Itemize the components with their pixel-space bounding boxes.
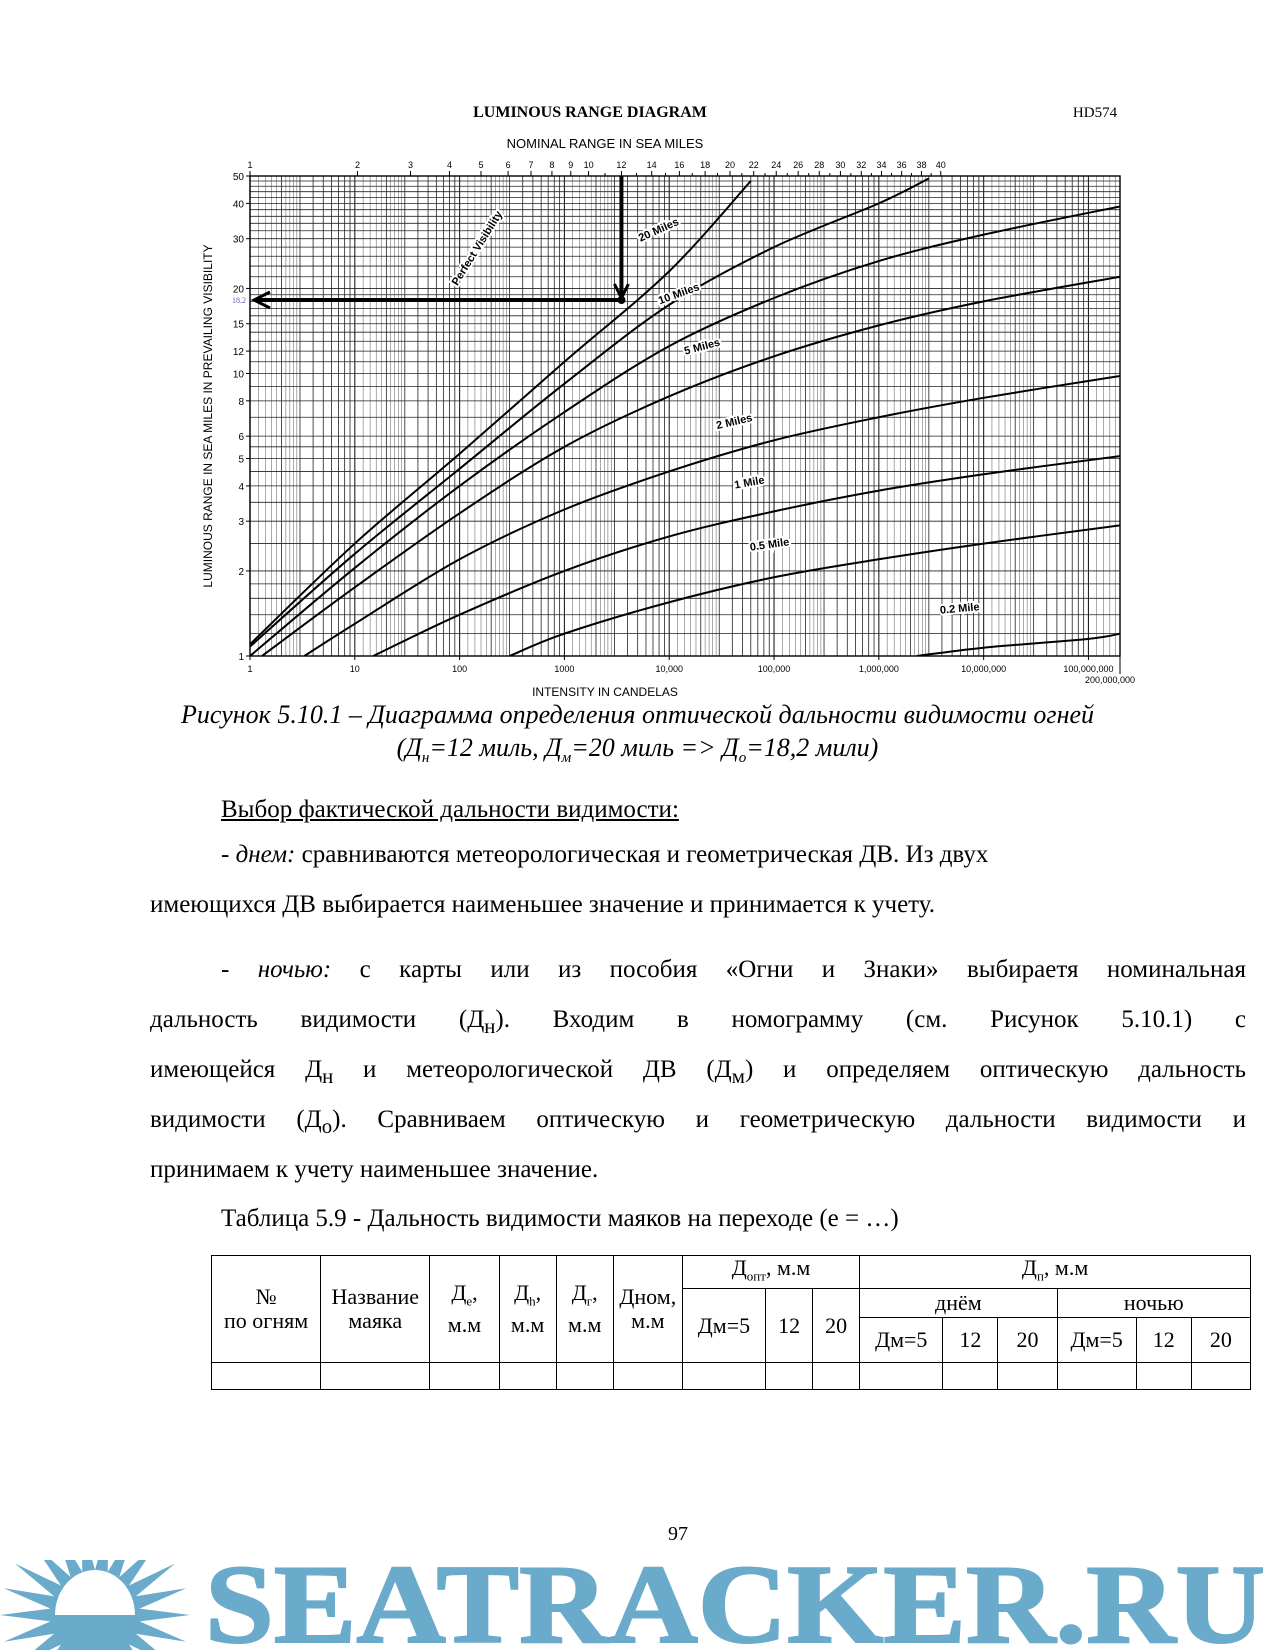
curve-label: 0.2 Mile [939,601,981,617]
sun-logo-icon [0,1560,190,1650]
header-dg: $Д_г$, м.м [556,1256,613,1363]
top-tick-label: 1 [247,160,253,170]
y-tick-label: 2 [238,566,244,578]
x-tick-label: 1 [247,664,253,674]
table-cell[interactable] [1191,1363,1250,1390]
x-tick-label: 10,000,000 [961,664,1007,674]
doc-code: HD574 [1072,105,1118,121]
table-cell[interactable] [943,1363,998,1390]
top-tick-label: 8 [549,160,555,170]
header-dp-group [860,1256,1251,1289]
header-text: , м.м [765,1255,811,1280]
caption-text: =20 миль => Д [571,733,739,762]
table-title: Таблица 5.9 - Дальность видимости маяков на переходе (е = …) [221,1205,899,1232]
header-text: маяка [348,1308,403,1334]
curve-2-miles [304,376,1120,656]
text-sub: н [322,1064,334,1088]
curve-label: Perfect Visibility [449,209,506,288]
x-tick-label: 10 [349,664,360,674]
figure-caption-line1: Рисунок 5.10.1 – Диаграмма определения оптической дальности видимости огней [180,700,1095,729]
top-tick-label: 40 [935,160,946,170]
top-tick-label: 20 [724,160,735,170]
curve-0-2-mile [917,634,1120,656]
night-paragraph-line3 [150,1045,1246,1101]
caption-text: =12 миль, Д [429,733,562,762]
curve-label: 10 Miles [656,281,702,308]
header-text: Д [1021,1255,1037,1280]
night-text: ). Входим в номограмму (см. Рисунок 5.10.1) с [495,1006,1246,1033]
curve-label: 20 Miles [636,216,681,245]
dash: - [221,841,236,868]
curve-label: 2 Miles [715,412,754,433]
result-value-label: 18.2 [232,295,246,305]
table-header-row [212,1256,1251,1289]
y-tick-label: 1 [238,652,244,663]
header-dnom [613,1256,682,1363]
x-tick-label: 1000 [554,664,575,674]
y-axis-label: LUMINOUS RANGE IN SEA MILES IN PREVAILING VISIBILITY [201,244,215,588]
top-tick-label: 16 [674,160,685,170]
header-dh: $Д_h$, м.м [499,1256,556,1363]
table-cell[interactable] [613,1363,682,1390]
page-number: 97 [668,1523,688,1545]
header-dopt-20: 20 [813,1289,860,1363]
top-tick-label: 24 [771,160,782,170]
watermark-text: SEATRACKER.RU [205,1560,1265,1650]
top-tick-label: 3 [408,160,414,170]
caption-sub: о [738,750,747,767]
table-cell[interactable] [1136,1363,1191,1390]
top-tick-label: 30 [835,160,846,170]
y-tick-label: 40 [232,199,244,211]
table-cell[interactable] [430,1363,499,1390]
y-tick-label: 30 [232,234,244,246]
header-no [212,1256,321,1363]
y-tick-label: 6 [238,432,244,444]
top-tick-label: 22 [748,160,759,170]
header-text: м.м [568,1312,602,1338]
night-text: с карты или из пособия «Огни и Знаки» выбираетя номинальная [331,956,1247,983]
header-text: Д [514,1280,530,1305]
table-cell[interactable] [998,1363,1057,1390]
header-text: Д [451,1280,467,1305]
table-cell[interactable] [1057,1363,1136,1390]
night-paragraph-line1 [221,945,1246,995]
beacon-visibility-table [211,1255,1251,1390]
header-day: днём [860,1289,1057,1318]
dash: - [221,956,258,983]
night-text: ). Сравниваем оптическую и геометрическую дальности видимости и [332,1106,1246,1133]
top-tick-label: 6 [505,160,511,170]
day-paragraph-line1 [221,830,1246,880]
figure-caption-line2 [0,733,1275,767]
header-night-12: 12 [1136,1318,1191,1363]
night-text: дальность видимости (Д [150,1006,485,1033]
top-tick-label: 9 [568,160,574,170]
y-tick-label: 20 [232,284,244,296]
header-text: Название [331,1284,420,1310]
top-tick-label: 2 [354,160,360,170]
x-tick-label: 10,000 [655,664,683,674]
text-sub: о [321,1114,333,1138]
header-day-20: 20 [998,1318,1057,1363]
y-tick-label: 8 [238,396,244,408]
header-sub: п [1036,1268,1044,1284]
y-tick-label: 4 [238,481,244,493]
curve-label: 0.5 Mile [749,536,791,554]
header-sub: h [529,1293,536,1309]
x-tick-label: 100 [452,664,468,674]
curve-label: 5 Miles [682,336,722,358]
section-heading: Выбор фактической дальности видимости: [221,796,679,823]
top-tick-label: 7 [528,160,534,170]
intersection-point [617,296,625,304]
night-text: видимости (Д [150,1106,322,1133]
top-tick-label: 38 [916,160,927,170]
curve-label: 1 Mile [733,474,766,492]
night-paragraph-line5: принимаем к учету наименьшее значение. [150,1156,599,1183]
header-text: м.м [447,1312,482,1338]
caption-text: =18,2 мили) [746,733,879,762]
y-tick-label: 15 [232,319,244,331]
header-text: м.м [510,1312,545,1338]
luminous-range-diagram [190,100,1140,700]
x-tick-label: 1,000,000 [858,664,899,674]
y-tick-label: 50 [232,172,244,183]
header-text: Д [571,1280,587,1305]
curve-perfect-visibility [250,181,754,644]
header-dopt-dm5: Дм=5 [682,1289,765,1363]
header-text: Дном, [619,1284,677,1310]
curve-20-miles [250,178,929,646]
header-de: $Д_е$, м.м [430,1256,499,1363]
caption-sub: м [561,750,572,767]
top-tick-label: 28 [814,160,825,170]
night-paragraph-line2 [150,995,1246,1051]
header-night-20: 20 [1191,1318,1250,1363]
header-text: , м.м [1043,1255,1089,1280]
y-tick-label: 3 [238,517,244,529]
header-text: по огням [224,1308,309,1334]
y-tick-label: 5 [238,454,244,466]
caption-sub: н [421,750,430,767]
top-axis-label: NOMINAL RANGE IN SEA MILES [506,136,704,151]
curve-10-miles [250,206,1120,656]
table-cell[interactable] [682,1363,765,1390]
top-tick-label: 32 [856,160,867,170]
header-sub: г [586,1293,593,1309]
table-cell[interactable] [766,1363,813,1390]
text-sub: м [731,1064,745,1088]
header-sub: опт [746,1268,766,1284]
seatracker-watermark [0,1560,1275,1650]
top-tick-label: 36 [896,160,907,170]
night-text: ) и определяем оптическую дальность [744,1056,1246,1083]
table-cell[interactable] [499,1363,556,1390]
table-cell[interactable] [556,1363,613,1390]
night-text: и метеорологической ДВ (Д [333,1056,732,1083]
x-tick-label: 200,000,000 [1084,675,1136,685]
header-day-dm5: Дм=5 [860,1318,943,1363]
header-text: Д [731,1255,747,1280]
caption-text: (Д [396,733,422,762]
header-dopt-group [682,1256,859,1289]
top-tick-label: 26 [793,160,804,170]
y-tick-label: 10 [232,369,244,381]
header-text: м.м [631,1308,665,1334]
day-text: сравниваются метеорологическая и геометрическая ДВ. Из двух [295,841,989,868]
chart-title: LUMINOUS RANGE DIAGRAM [473,104,707,121]
header-dopt-12: 12 [766,1289,813,1363]
chart-svg [190,100,1140,700]
header-sub: е [466,1293,473,1309]
night-text: имеющейся Д [150,1056,323,1083]
header-day-12: 12 [943,1318,998,1363]
day-label: днем: [235,841,296,868]
table-row [212,1363,1251,1390]
top-tick-label: 5 [478,160,484,170]
table-cell[interactable] [813,1363,860,1390]
header-text: № [255,1284,277,1310]
x-axis-label: INTENSITY IN CANDELAS [532,685,678,699]
x-tick-label: 100,000,000 [1063,664,1114,674]
curve-0-5-mile [510,525,1120,656]
table-cell[interactable] [860,1363,943,1390]
night-paragraph-line4 [150,1095,1246,1151]
header-night: ночью [1057,1289,1250,1318]
top-tick-label: 34 [876,160,887,170]
x-tick-label: 100,000 [757,664,791,674]
table-cell[interactable] [321,1363,430,1390]
header-night-dm5: Дм=5 [1057,1318,1136,1363]
text-sub: н [484,1014,496,1038]
day-paragraph-line2: имеющихся ДВ выбирается наименьшее значение и принимается к учету. [150,891,936,918]
table-cell[interactable] [212,1363,321,1390]
top-tick-label: 12 [616,160,627,170]
top-tick-label: 4 [446,160,452,170]
night-label: ночью: [257,956,332,983]
y-tick-label: 12 [232,347,244,359]
top-tick-label: 14 [646,160,657,170]
top-tick-label: 18 [700,160,711,170]
header-name [321,1256,430,1363]
top-tick-label: 10 [583,160,594,170]
